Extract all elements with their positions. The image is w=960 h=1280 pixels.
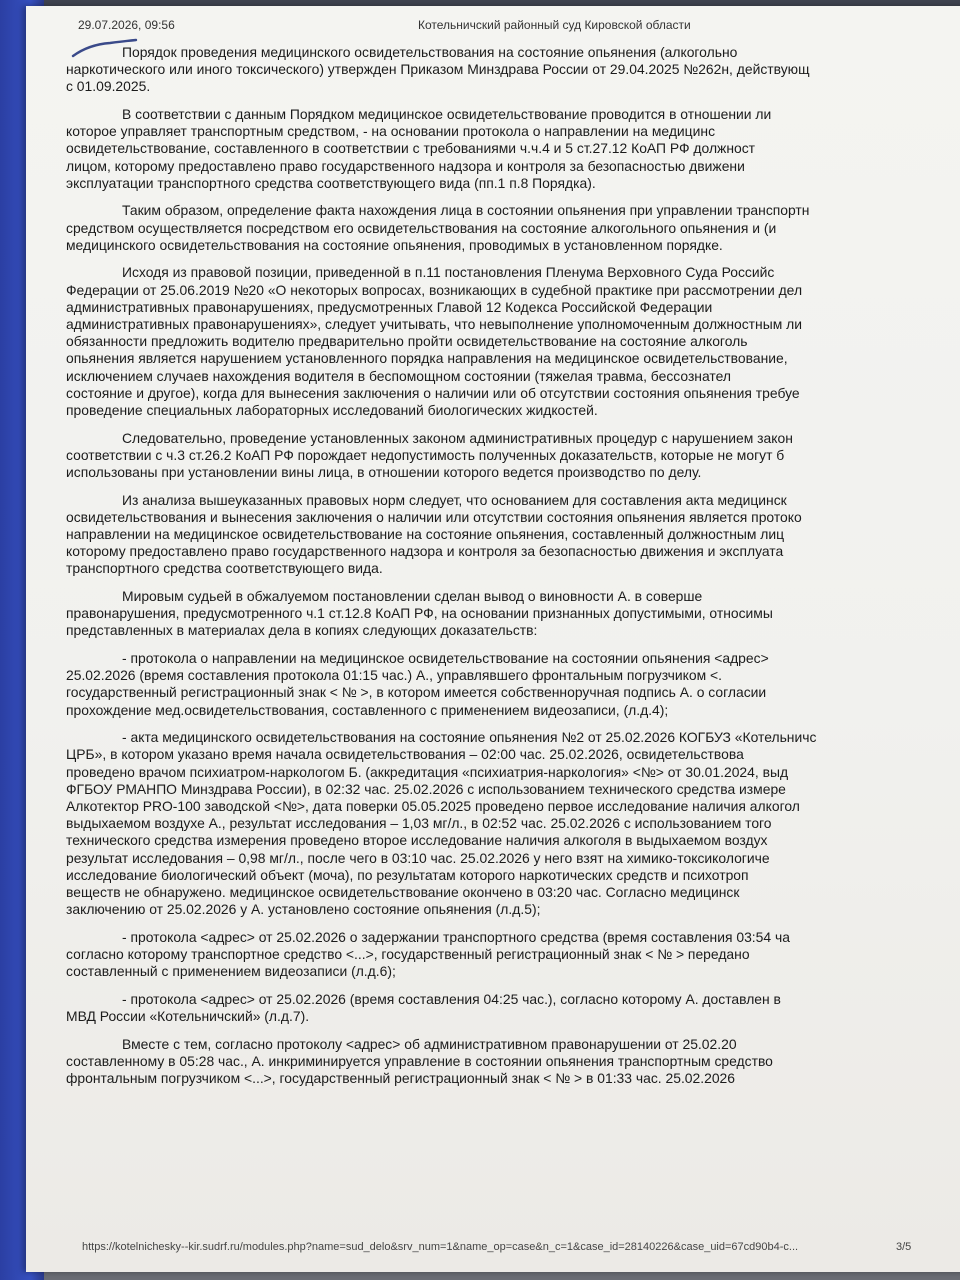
text-line: 25.02.2026 (время составления протокола 01:15 час.) А., управлявшего фронтальным погрузчиком <. [66,667,722,684]
text-line: согласно которому транспортное средство <...>, государственный регистрационный знак < № > передано [66,946,750,963]
text-line: эксплуатации транспортного средства соответствующего вида (пп.1 п.8 Порядка). [66,174,596,191]
page-number: 3/5 [896,1241,912,1253]
text-line: транспортного средства соответствующего вида. [66,560,383,577]
text-line: состояние и другое), когда для вынесения заключения о наличии или об отсутствии состояния опьянения требуе [66,384,800,401]
footer-url: https://kotelnichesky--kir.sudrf.ru/modules.php?name=sud_delo&srv_num=1&name_op=case&n_c=1&case_id=28140226&case_uid=67cd90b4-c... [82,1241,799,1253]
text-line: наркотического или иного токсического) утвержден Приказом Минздрава России от 29.04.2025 №262н, действующ [66,61,810,78]
paragraph [66,202,904,254]
text-line: которому предоставлено право государственного надзора и контроля за безопасностью движения и эксплуата [66,543,784,560]
text-line: Федерации от 25.06.2019 №20 «О некоторых вопросах, возникающих в судебной практике при рассмотрении дел [66,281,803,298]
text-line: составленный с применением видеозаписи (л.д.6); [66,963,396,980]
text-line: Вместе с тем, согласно протоколу <адрес> об административном правонарушении от 25.02.20 [122,1035,737,1052]
text-line: технического средства измерения проведено второе исследование наличия алкоголя в выдыхаемом воздух [66,832,768,849]
text-line: использованы при установлении вины лица, в отношении которого ведется производство по делу. [66,464,702,481]
text-line: В соответствии с данным Порядком медицинское освидетельствование проводится в отношении ли [122,106,772,122]
text-line: Порядок проведения медицинского освидетельствования на состояние опьянения (алкогольно [122,44,738,60]
text-line: медицинского освидетельствования на состояние опьянения, проводимых в установленном порядке. [66,236,723,253]
paragraph [66,650,904,719]
text-line: Из анализа вышеуказанных правовых норм следует, что основанием для составления акта медицинск [122,491,787,508]
text-line: освидетельствование, составленного в соответствии с требованиями ч.ч.4 и 5 ст.27.12 КоАП РФ должност [66,140,756,157]
paragraph [66,264,904,419]
text-line: проведено врачом психиатром-наркологом Б. (аккредитация «психиатрия-наркология» <№> от 30.01.2024, выд [66,763,789,780]
text-line: заключению от 25.02.2026 у А. установлено состояние опьянения (л.д.5); [66,901,541,918]
text-line: средством осуществляется посредством его освидетельствования на состояние алкогольного опьянения и (и [66,219,777,236]
text-line: - протокола о направлении на медицинское освидетельствование на состоянии опьянения <адрес> [122,650,769,667]
text-line: административных правонарушениях, предусмотренных Главой 12 Кодекса Российской Федерации [66,298,713,315]
text-line: исключением случаев нахождения водителя в беспомощном состоянии (тяжелая травма, бессознател [66,367,731,384]
paragraph [66,729,904,918]
text-line: - протокола <адрес> от 25.02.2026 о задержании транспортного средства (время составления 03:54 ча [122,928,790,945]
text-line: государственный регистрационный знак < № >, в котором имеется собственноручная подпись А. о согласии [66,684,767,701]
text-line: опьянения является нарушением установленного порядка направления на медицинское освидетельствование, [66,350,788,367]
text-line: - акта медицинского освидетельствования на состояние опьянения №2 от 25.02.2026 КОГБУЗ «Котельничс [122,729,817,746]
text-line: Мировым судьей в обжалуемом постановлении сделан вывод о виновности А. в соверше [122,588,703,605]
text-line: обязанности предложить водителю предварительно пройти освидетельствование на состояние алкоголь [66,333,748,350]
text-line: результат исследования – 0,98 мг/л., после чего в 03:10 час. 25.02.2026 у него взят на химико-токсикологиче [66,849,770,866]
text-line: с 01.09.2025. [66,78,151,95]
paragraph [66,1036,904,1088]
text-line: административных правонарушениях», следует учитывать, что невыполнение уполномоченным должностным ли [66,316,802,333]
paragraph [66,106,904,192]
paragraph [66,588,904,640]
paragraph [66,492,904,578]
text-line: прохождение мед.освидетельствования, составленного с применением видеозаписи, (л.д.4); [66,701,669,718]
paragraph [66,991,904,1025]
text-line: лицом, которому предоставлено право государственного надзора и контроля за безопасностью движени [66,157,745,174]
text-line: Алкотектор PRO-100 заводской <№>, дата поверки 05.05.2025 проведено первое исследование наличия алкогол [66,798,800,815]
text-line: - протокола <адрес> от 25.02.2026 (время составления 04:25 час.), согласно которому А. доставлен в [122,990,781,1007]
text-line: Таким образом, определение факта нахождения лица в состоянии опьянения при управлении транспортн [122,202,810,219]
text-line: соответствии с ч.3 ст.26.2 КоАП РФ порождает недопустимость полученных доказательств, которые не могут б [66,446,785,463]
document-page [26,6,960,1272]
text-line: исследование биологический объект (моча), по результатам которого наркотических средств и психотроп [66,866,749,883]
paragraph [66,44,904,96]
document-body [66,44,904,1098]
text-line: проведение специальных лабораторных исследований биологических жидкостей. [66,402,598,419]
text-line: составленному в 05:28 час., А. инкриминируется управление в состоянии опьянения транспортным средство [66,1052,773,1069]
text-line: которое управляет транспортным средством, - на основании протокола о направлении на медицинс [66,123,716,140]
court-name: Котельничский районный суд Кировской области [418,18,691,32]
text-line: правонарушения, предусмотренного ч.1 ст.12.8 КоАП РФ, на основании признанных допустимыми, относимы [66,605,773,622]
text-line: освидетельствования и вынесения заключения о наличии или отсутствии состояния опьянения является протоко [66,508,802,525]
text-line: фронтальным погрузчиком <...>, государственный регистрационный знак < № > в 01:33 час. 25.02.2026 [66,1070,736,1087]
text-line: Следовательно, проведение установленных законом административных процедур с нарушением закон [122,429,793,446]
text-line: представленных в материалах дела в копиях следующих доказательств: [66,622,538,639]
text-line: направлении на медицинское освидетельствование на состояние опьянения, составленный должностным лиц [66,526,785,543]
print-date: 29.07.2026, 09:56 [78,18,175,32]
text-line: МВД России «Котельничский» (л.д.7). [66,1008,310,1025]
paragraph [66,929,904,981]
text-line: Исходя из правовой позиции, приведенной в п.11 постановления Пленума Верховного Суда Российс [122,264,775,281]
paragraph [66,430,904,482]
text-line: ФГБОУ РМАНПО Минздрава России), в 02:32 час. 25.02.2026 с использованием технического средства измере [66,780,786,797]
text-line: ЦРБ», в котором указано время начала освидетельствования – 02:00 час. 25.02.2026, освидетельствова [66,746,744,763]
text-line: выдыхаемом воздухе А., результат исследования – 1,03 мг/л., в 02:52 час. 25.02.2026 с использованием того [66,815,772,832]
text-line: веществ не обнаружено. медицинское освидетельствование окончено в 03:20 час. Согласно медицинск [66,884,740,901]
